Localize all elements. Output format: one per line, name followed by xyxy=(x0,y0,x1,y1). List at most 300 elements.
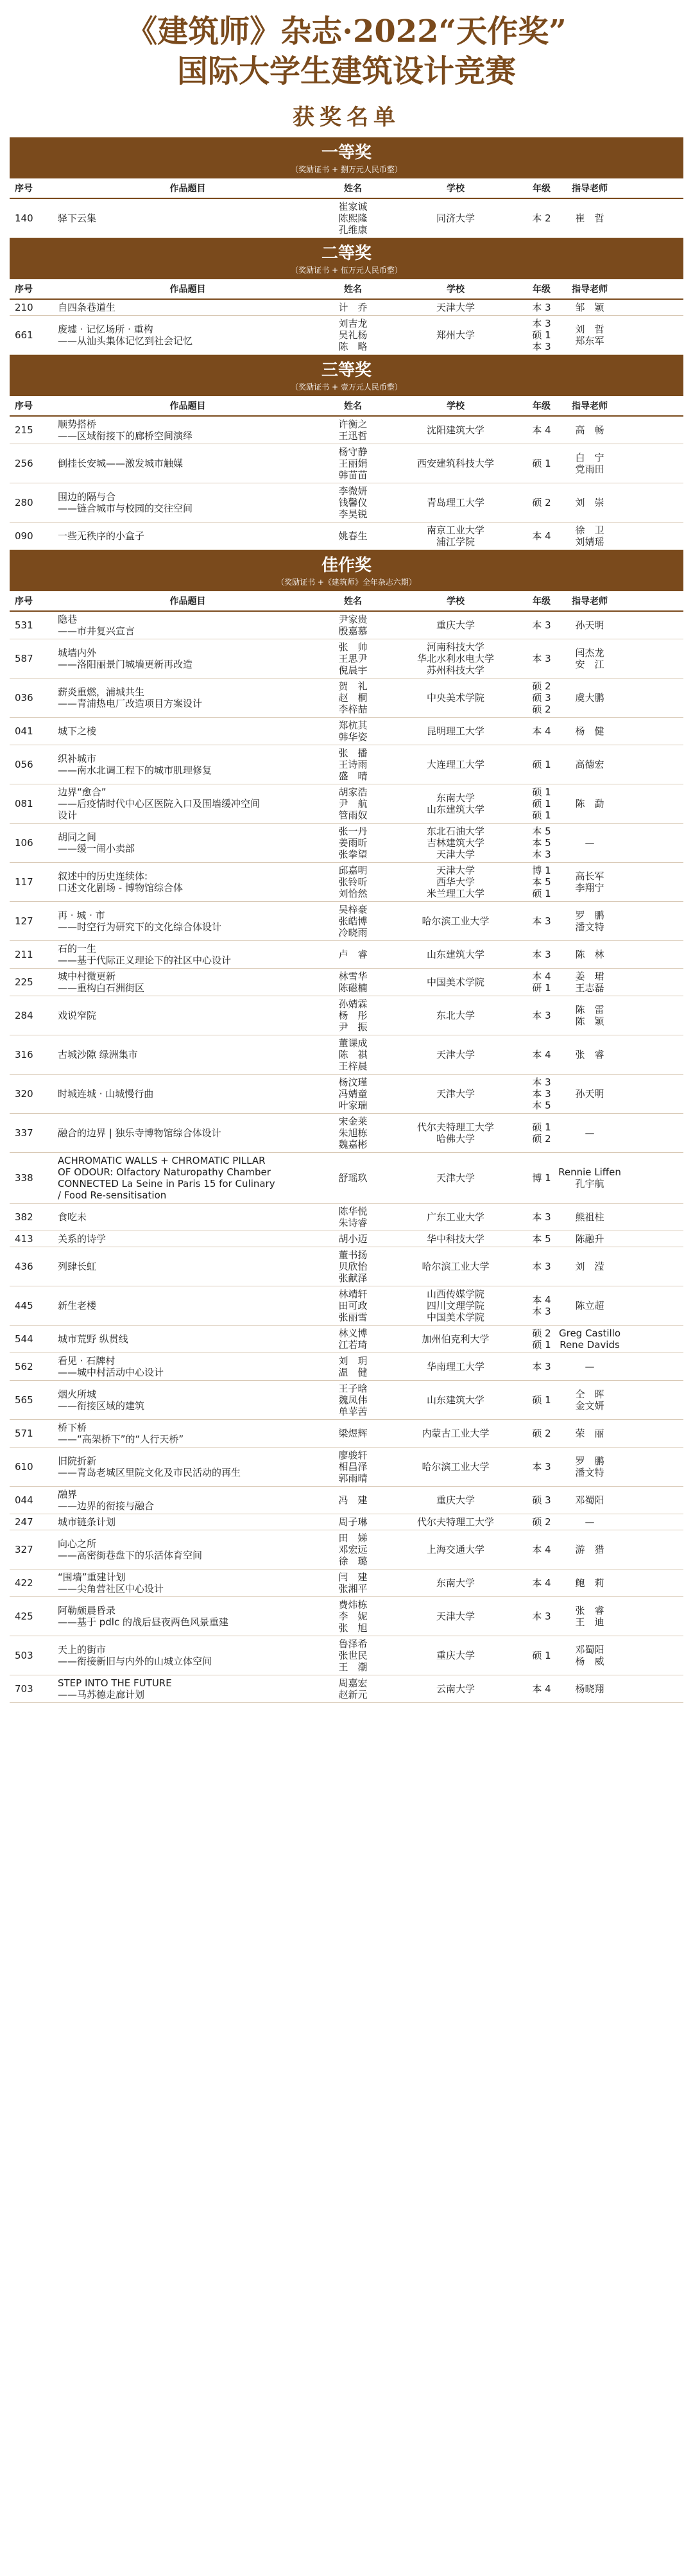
advisors xyxy=(560,1247,619,1286)
table-row xyxy=(10,902,683,941)
entry-number: 210 xyxy=(15,302,33,313)
grade-line: 本 4 xyxy=(532,1049,551,1060)
section-title: 一等奖 xyxy=(321,143,372,162)
advisor-line: 仝 晖 xyxy=(575,1388,604,1400)
column-advisor: 指导老师 xyxy=(572,401,608,411)
student-name-line: 陈磁楠 xyxy=(338,982,368,994)
entry-number: 544 xyxy=(15,1333,33,1345)
student-names xyxy=(318,1204,388,1231)
column-header xyxy=(10,396,683,417)
school-line: 天津大学 xyxy=(436,1172,475,1184)
student-names xyxy=(318,1075,388,1113)
column-grade: 年级 xyxy=(533,596,551,607)
schools xyxy=(388,417,523,444)
advisors xyxy=(560,300,619,315)
schools xyxy=(388,300,523,315)
table-row xyxy=(10,745,683,784)
work-title-line: 设计 xyxy=(58,809,78,821)
entry-number: 320 xyxy=(15,1088,33,1100)
entry-number: 661 xyxy=(15,329,33,341)
school-line: 中国美术学院 xyxy=(426,1311,484,1323)
grade-line: 本 3 xyxy=(532,1611,551,1622)
student-names xyxy=(318,417,388,444)
work-title-line: ——边界的衔接与融合 xyxy=(58,1500,155,1512)
advisor-line: — xyxy=(585,1516,595,1528)
work-title-line: 织补城市 xyxy=(58,753,97,765)
grade-line: 本 3 xyxy=(532,1306,551,1317)
student-names xyxy=(318,523,388,549)
work-title xyxy=(58,1075,318,1113)
work-title-line: ——马苏德走廊计划 xyxy=(58,1689,145,1700)
student-name-line: 张 旭 xyxy=(338,1622,368,1634)
student-names xyxy=(318,824,388,862)
student-name-line: 尹 振 xyxy=(338,1021,368,1033)
grades xyxy=(523,824,560,862)
student-name-line: 叶家瑞 xyxy=(338,1100,368,1111)
work-title xyxy=(58,1326,318,1353)
grades xyxy=(523,1675,560,1702)
grade-line: 硕 1 xyxy=(532,329,551,341)
table-row xyxy=(10,1675,683,1703)
column-no: 序号 xyxy=(15,284,33,295)
work-title xyxy=(58,1035,318,1074)
table-row xyxy=(10,1286,683,1326)
student-name-line: 冷晓雨 xyxy=(338,927,368,938)
entry-number: 422 xyxy=(15,1577,33,1589)
work-title xyxy=(58,523,318,549)
work-title-line: 食吃未 xyxy=(58,1211,87,1223)
award-section xyxy=(10,137,683,238)
advisors xyxy=(560,1075,619,1113)
grade-line: 硕 3 xyxy=(532,1494,551,1506)
school-line: 东南大学 xyxy=(436,1577,475,1589)
student-names xyxy=(318,1326,388,1353)
advisor-line: 王志磊 xyxy=(575,982,604,994)
work-title-line: ——链合城市与校园的交往空间 xyxy=(58,503,193,514)
entry-number: 106 xyxy=(15,837,33,849)
advisor-line: Rennie Liffen xyxy=(558,1166,621,1178)
schools xyxy=(388,639,523,678)
advisor-line: 陈 颖 xyxy=(575,1016,604,1027)
school-line: 沈阳建筑大学 xyxy=(426,424,484,436)
header xyxy=(0,0,693,132)
grades xyxy=(523,1636,560,1675)
grade-line: 本 4 xyxy=(532,1294,551,1306)
entry-number: 503 xyxy=(15,1650,33,1661)
entry-number: 117 xyxy=(15,876,33,888)
student-name-line: 孔维康 xyxy=(338,224,368,236)
table-row xyxy=(10,863,683,902)
student-name-line: 冯 建 xyxy=(338,1494,368,1506)
schools xyxy=(388,1326,523,1353)
student-name-line: 闫 建 xyxy=(338,1571,368,1583)
grades xyxy=(523,1487,560,1514)
entry-number: 445 xyxy=(15,1300,33,1311)
entry-number: 337 xyxy=(15,1127,33,1139)
student-name-line: 廖骏轩 xyxy=(338,1449,368,1461)
student-name-line: 郭雨晴 xyxy=(338,1473,368,1484)
student-names xyxy=(318,941,388,968)
schools xyxy=(388,1381,523,1419)
work-title-line: 口述文化剧场 - 博物馆综合体 xyxy=(58,882,183,894)
schools xyxy=(388,1247,523,1286)
section-prize: （奖励证书 + 伍万元人民币整） xyxy=(291,266,402,275)
table-row xyxy=(10,316,683,355)
student-name-line: 刘吉龙 xyxy=(338,318,368,329)
grades xyxy=(523,941,560,968)
student-names xyxy=(318,1035,388,1074)
grades xyxy=(523,1153,560,1203)
advisors xyxy=(560,1114,619,1152)
grades xyxy=(523,523,560,549)
work-title xyxy=(58,1381,318,1419)
work-title-line: 胡同之间 xyxy=(58,831,97,843)
school-line: 代尔夫特理工大学 xyxy=(416,1516,494,1528)
work-title-line: 天上的街市 xyxy=(58,1644,107,1655)
work-title-line: 桥下桥 xyxy=(58,1422,87,1433)
work-title xyxy=(58,679,318,717)
student-name-line: 刘 玥 xyxy=(338,1355,368,1367)
column-school: 学校 xyxy=(447,184,465,194)
work-title-line: ——后疫情时代中心区医院入口及围墙缓冲空间 xyxy=(58,798,261,809)
student-names xyxy=(318,1675,388,1702)
work-title-line: 一些无秩序的小盒子 xyxy=(58,530,145,542)
student-name-line: 钱馨仪 xyxy=(338,497,368,508)
schools xyxy=(388,316,523,354)
work-title-line: OF ODOUR: Olfactory Naturopathy Chamber xyxy=(58,1166,271,1178)
student-names xyxy=(318,718,388,745)
advisor-line: 陈融升 xyxy=(575,1233,604,1245)
advisors xyxy=(560,1569,619,1596)
advisor-line: 崔 哲 xyxy=(575,212,604,224)
entry-number: 531 xyxy=(15,619,33,631)
student-name-line: 刘恰然 xyxy=(338,888,368,899)
grades xyxy=(523,1247,560,1286)
student-name-line: 林靖轩 xyxy=(338,1288,368,1300)
advisor-line: 党雨田 xyxy=(575,463,604,475)
work-title xyxy=(58,1286,318,1325)
work-title-line: 列肆长虹 xyxy=(58,1261,97,1272)
grades xyxy=(523,1286,560,1325)
grade-line: 博 1 xyxy=(532,865,551,876)
work-title xyxy=(58,1675,318,1702)
schools xyxy=(388,718,523,745)
student-name-line: 赵新元 xyxy=(338,1689,368,1700)
advisor-line: 邓蜀阳 xyxy=(575,1494,604,1506)
work-title-line: ——高密街巷盘下的乐活体育空间 xyxy=(58,1550,203,1561)
student-names xyxy=(318,1569,388,1596)
grades xyxy=(523,483,560,522)
advisors xyxy=(560,941,619,968)
grades xyxy=(523,1035,560,1074)
work-title-line: 旧院折新 xyxy=(58,1455,97,1467)
student-names xyxy=(318,1420,388,1447)
student-name-line: 林雪华 xyxy=(338,971,368,982)
student-names xyxy=(318,679,388,717)
grade-line: 本 5 xyxy=(532,837,551,849)
table-row xyxy=(10,1381,683,1420)
advisors xyxy=(560,1326,619,1353)
advisors xyxy=(560,1636,619,1675)
advisors xyxy=(560,1675,619,1702)
work-title xyxy=(58,784,318,823)
grades xyxy=(523,1420,560,1447)
advisors xyxy=(560,996,619,1035)
entry-number: 056 xyxy=(15,759,33,770)
schools xyxy=(388,1514,523,1530)
student-name-line: 陈 略 xyxy=(338,341,368,352)
student-names xyxy=(318,1247,388,1286)
work-title-line: 时城连城 · 山城慢行曲 xyxy=(58,1088,154,1100)
advisor-line: — xyxy=(585,1127,595,1139)
column-header xyxy=(10,279,683,300)
school-line: 南京工业大学 xyxy=(426,524,484,536)
section-title: 二等奖 xyxy=(321,244,372,263)
advisors xyxy=(560,969,619,996)
grades xyxy=(523,745,560,784)
work-title xyxy=(58,199,318,238)
column-school: 学校 xyxy=(447,401,465,411)
work-title-line: 城墙内外 xyxy=(58,647,97,659)
grade-line: 硕 1 xyxy=(532,1394,551,1406)
grade-line: 本 3 xyxy=(532,318,551,329)
student-name-line: 单苹苦 xyxy=(338,1406,368,1417)
student-name-line: 尹 航 xyxy=(338,798,368,809)
school-line: 重庆大学 xyxy=(436,1494,475,1506)
advisor-line: — xyxy=(585,1361,595,1372)
work-title-line: ——洛阳丽景门城墙更新再改造 xyxy=(58,659,193,670)
grades xyxy=(523,679,560,717)
column-grade: 年级 xyxy=(533,184,551,194)
entry-number: 247 xyxy=(15,1516,33,1528)
grade-line: 硕 1 xyxy=(532,798,551,809)
school-line: 天津大学 xyxy=(436,849,475,860)
advisor-line: 张 睿 xyxy=(575,1605,604,1616)
table-row xyxy=(10,1114,683,1153)
work-title-line: ——城中村活动中心设计 xyxy=(58,1367,164,1378)
grade-line: 本 5 xyxy=(532,1100,551,1111)
grade-line: 本 3 xyxy=(532,1076,551,1088)
grade-line: 本 4 xyxy=(532,971,551,982)
work-title xyxy=(58,824,318,862)
schools xyxy=(388,1075,523,1113)
student-name-line: 杨 彤 xyxy=(338,1010,368,1021)
entry-number: 587 xyxy=(15,653,33,664)
school-line: 天津大学 xyxy=(436,302,475,313)
grade-line: 硕 1 xyxy=(532,1650,551,1661)
student-name-line: 贺 礼 xyxy=(338,680,368,692)
work-title xyxy=(58,1569,318,1596)
schools xyxy=(388,996,523,1035)
schools xyxy=(388,745,523,784)
student-name-line: 舒瑶玖 xyxy=(338,1172,368,1184)
grade-line: 硕 2 xyxy=(532,1133,551,1145)
student-name-line: 王诗雨 xyxy=(338,759,368,770)
student-name-line: 李梓喆 xyxy=(338,704,368,715)
grades xyxy=(523,1114,560,1152)
work-title-line: 新生老楼 xyxy=(58,1300,97,1311)
grades xyxy=(523,1514,560,1530)
student-name-line: 胡家浩 xyxy=(338,786,368,798)
student-name-line: 相昌泽 xyxy=(338,1461,368,1473)
grade-line: 硕 2 xyxy=(532,1428,551,1439)
work-title-line: ——尖角营社区中心设计 xyxy=(58,1583,164,1595)
student-names xyxy=(318,1114,388,1152)
school-line: 华中科技大学 xyxy=(426,1233,484,1245)
grade-line: 硕 2 xyxy=(532,497,551,508)
grades xyxy=(523,417,560,444)
student-names xyxy=(318,1231,388,1247)
student-names xyxy=(318,1636,388,1675)
table-row xyxy=(10,639,683,679)
advisors xyxy=(560,1448,619,1486)
advisor-line: 李翔宁 xyxy=(575,882,604,894)
advisor-line: 熊祖柱 xyxy=(575,1211,604,1223)
schools xyxy=(388,1448,523,1486)
column-no: 序号 xyxy=(15,184,33,194)
table-row xyxy=(10,996,683,1035)
student-names xyxy=(318,639,388,678)
column-grade: 年级 xyxy=(533,284,551,295)
work-title-line: ACHROMATIC WALLS + CHROMATIC PILLAR xyxy=(58,1155,266,1166)
student-names xyxy=(318,1514,388,1530)
schools xyxy=(388,784,523,823)
work-title-line: ——时空行为研究下的文化综合体设计 xyxy=(58,921,222,933)
subtitle: 获奖名单 xyxy=(293,105,400,130)
advisors xyxy=(560,1487,619,1514)
work-title xyxy=(58,941,318,968)
school-line: 重庆大学 xyxy=(436,619,475,631)
school-line: 山东建筑大学 xyxy=(426,949,484,960)
entry-number: 127 xyxy=(15,915,33,927)
advisor-line: 张 睿 xyxy=(575,1049,604,1060)
grades xyxy=(523,969,560,996)
student-name-line: 江若琦 xyxy=(338,1339,368,1351)
work-title xyxy=(58,1231,318,1247)
advisors xyxy=(560,1204,619,1231)
school-line: 中央美术学院 xyxy=(426,692,484,704)
advisor-line: 荣 丽 xyxy=(575,1428,604,1439)
work-title-line: 隐巷 xyxy=(58,614,78,625)
student-name-line: 许衡之 xyxy=(338,419,368,430)
table-row xyxy=(10,300,683,316)
school-line: 哈尔滨工业大学 xyxy=(422,1261,490,1272)
work-title-line: 城市荒野 纵贯线 xyxy=(58,1333,128,1345)
award-section xyxy=(10,238,683,355)
grades xyxy=(523,784,560,823)
student-name-line: 王 潮 xyxy=(338,1661,368,1673)
work-title-line: 围边的隔与合 xyxy=(58,491,116,503)
advisor-line: 罗 鹏 xyxy=(575,910,604,921)
work-title-line: 顺势搭桥 xyxy=(58,419,97,430)
advisor-line: 鲍 莉 xyxy=(575,1577,604,1589)
school-line: 哈尔滨工业大学 xyxy=(422,1461,490,1473)
grades xyxy=(523,1204,560,1231)
work-title-line: 城市链条计划 xyxy=(58,1516,116,1528)
work-title xyxy=(58,1204,318,1231)
advisor-line: 王 迪 xyxy=(575,1616,604,1628)
student-name-line: 张湘平 xyxy=(338,1583,368,1595)
grades xyxy=(523,300,560,315)
student-name-line: 周嘉宏 xyxy=(338,1677,368,1689)
student-name-line: 鲁泽希 xyxy=(338,1638,368,1650)
advisors xyxy=(560,1530,619,1569)
work-title-line: ——基于代际正义理论下的社区中心设计 xyxy=(58,955,232,966)
student-name-line: 吴梓豪 xyxy=(338,904,368,915)
student-name-line: 林义博 xyxy=(338,1327,368,1339)
advisor-line: 孔宇航 xyxy=(575,1178,604,1189)
table-row xyxy=(10,1035,683,1075)
advisors xyxy=(560,199,619,238)
student-name-line: 王梓晨 xyxy=(338,1060,368,1072)
student-names xyxy=(318,1353,388,1380)
advisors xyxy=(560,1514,619,1530)
advisor-line: 虞大鹏 xyxy=(575,692,604,704)
student-name-line: 张丽雪 xyxy=(338,1311,368,1323)
school-line: 大连理工大学 xyxy=(426,759,484,770)
advisors xyxy=(560,1353,619,1380)
grade-line: 硕 2 xyxy=(532,704,551,715)
title-line-2: 国际大学生建筑设计竞赛 xyxy=(176,53,516,89)
student-names xyxy=(318,996,388,1035)
grade-line: 本 3 xyxy=(532,1088,551,1100)
work-title xyxy=(58,718,318,745)
school-line: 四川文理学院 xyxy=(426,1300,484,1311)
advisors xyxy=(560,612,619,639)
grade-line: 硕 2 xyxy=(532,680,551,692)
student-names xyxy=(318,483,388,522)
student-name-line: 王子晗 xyxy=(338,1383,368,1394)
school-line: 山东建筑大学 xyxy=(426,804,484,815)
table-row xyxy=(10,1420,683,1448)
student-name-line: 张 播 xyxy=(338,747,368,759)
student-name-line: 姜雨昕 xyxy=(338,837,368,849)
work-title xyxy=(58,483,318,522)
grade-line: 本 3 xyxy=(532,341,551,352)
grade-line: 本 4 xyxy=(532,424,551,436)
advisor-line: 孙天明 xyxy=(575,619,604,631)
table-row xyxy=(10,444,683,483)
student-name-line: 卢 睿 xyxy=(338,949,368,960)
advisors xyxy=(560,745,619,784)
advisor-line: 徐 卫 xyxy=(575,524,604,536)
student-names xyxy=(318,316,388,354)
advisors xyxy=(560,1597,619,1636)
work-title xyxy=(58,863,318,901)
grades xyxy=(523,639,560,678)
section-prize: （奖励证书 +《建筑师》全年杂志六期） xyxy=(277,578,416,587)
school-line: 同济大学 xyxy=(436,212,475,224)
grade-line: 本 4 xyxy=(532,530,551,542)
student-name-line: 徐 璐 xyxy=(338,1555,368,1567)
work-title-line: “围墙”重建计划 xyxy=(58,1571,126,1583)
grade-line: 本 4 xyxy=(532,1577,551,1589)
work-title-line: ——青岛老城区里院文化及市民活动的再生 xyxy=(58,1467,241,1478)
student-names xyxy=(318,1381,388,1419)
table-row xyxy=(10,1487,683,1514)
student-names xyxy=(318,300,388,315)
work-title-line: STEP INTO THE FUTURE xyxy=(58,1677,172,1689)
work-title xyxy=(58,639,318,678)
student-name-line: 李 妮 xyxy=(338,1611,368,1622)
grades xyxy=(523,199,560,238)
schools xyxy=(388,1204,523,1231)
column-header xyxy=(10,178,683,199)
entry-number: 316 xyxy=(15,1049,33,1060)
advisor-line: 刘 哲 xyxy=(575,324,604,335)
column-work: 作品题目 xyxy=(169,184,206,194)
advisors xyxy=(560,1035,619,1074)
